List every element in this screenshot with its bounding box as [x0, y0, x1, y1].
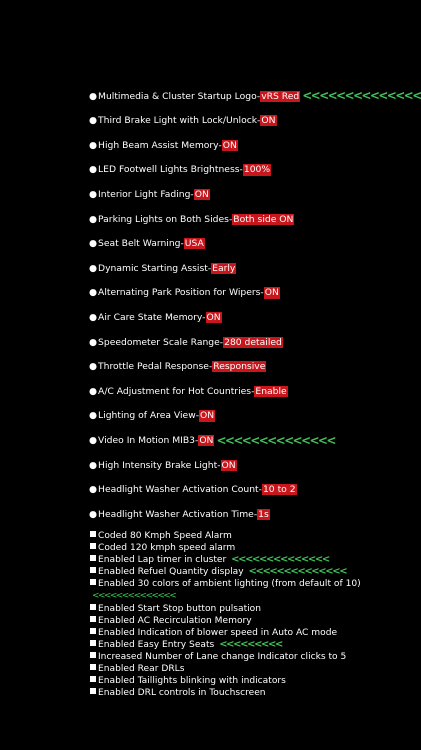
coded-item [90, 603, 410, 615]
green-arrows-icon: <<<<<<<<<<<<<< [216, 433, 335, 448]
feature-label: Interior Light Fading- [98, 189, 194, 201]
coded-item [90, 639, 410, 651]
coded-item [90, 554, 410, 566]
feature-label: High Intensity Brake Light- [98, 459, 221, 471]
bullet-dot: ● [89, 385, 98, 397]
coded-item [90, 566, 410, 578]
coded-text: Enabled Easy Entry Seats [98, 639, 218, 650]
bullet-dot: ● [89, 484, 98, 496]
coded-item [90, 651, 410, 663]
feature-value-badge: Early [212, 262, 236, 274]
bullet-dot: ● [89, 115, 98, 127]
coded-item [90, 542, 410, 554]
feature-label: Parking Lights on Both Sides- [98, 213, 233, 225]
feature-label: Air Care State Memory- [98, 312, 206, 324]
coded-text: Enabled Refuel Quantity display [98, 567, 247, 578]
feature-value-badge: ON [264, 287, 279, 299]
feature-item [89, 453, 419, 478]
feature-value-badge: Responsive [213, 361, 266, 373]
feature-label: Lighting of Area View- [98, 410, 200, 422]
bullet-dot: ● [89, 90, 98, 102]
square-bullet-icon [90, 579, 96, 585]
feature-item [89, 478, 419, 503]
coded-text: Coded 80 Kmph Speed Alarm [98, 531, 232, 541]
square-bullet-icon [90, 604, 96, 610]
feature-value-badge: Both side ON [233, 213, 294, 225]
feature-value-badge: vRS Red [261, 90, 300, 102]
coded-item [90, 615, 410, 627]
feature-value-badge: Enable [255, 385, 287, 397]
feature-label: High Beam Assist Memory- [98, 139, 222, 151]
square-bullet-icon [90, 664, 96, 670]
feature-label: Dynamic Starting Assist- [98, 262, 212, 274]
feature-item [89, 133, 419, 158]
feature-label: Alternating Park Position for Wipers- [98, 287, 264, 299]
coded-text: Enabled Lap timer in cluster [98, 555, 230, 566]
coded-text: Coded 120 kmph speed alarm [98, 543, 236, 554]
green-arrows-icon: <<<<<<<<<<<<<< [231, 554, 329, 566]
feature-value-badge: ON [194, 189, 209, 201]
square-bullet-icon [90, 616, 96, 622]
feature-label: Seat Belt Warning- [98, 238, 184, 250]
feature-value-badge: ON [222, 139, 237, 151]
feature-item [89, 355, 419, 380]
feature-item [89, 84, 419, 109]
bullet-dot: ● [89, 213, 98, 225]
square-bullet-icon [90, 543, 96, 549]
bullet-dot: ● [89, 164, 98, 176]
green-arrows-icon: <<<<<<<<<<<<<< [92, 591, 176, 602]
feature-item [89, 232, 419, 257]
feature-item [89, 428, 419, 453]
square-bullet-icon [90, 688, 96, 694]
square-bullet-icon [90, 676, 96, 682]
bullet-dot: ● [89, 361, 98, 373]
feature-value-badge: 280 detailed [224, 336, 282, 348]
feature-value-badge: ON [206, 312, 221, 324]
bullet-dot: ● [89, 410, 98, 422]
square-bullet-icon [90, 628, 96, 634]
feature-value-badge: 10 to 2 [262, 484, 296, 496]
bullet-dot: ● [89, 508, 98, 520]
feature-item [89, 502, 419, 527]
feature-item [89, 379, 419, 404]
coded-item [90, 663, 410, 675]
green-arrows-icon: <<<<<<<<<<<<<< [248, 566, 347, 578]
coded-item [90, 578, 410, 602]
feature-item [89, 404, 419, 429]
feature-label: Headlight Washer Activation Count- [98, 484, 262, 496]
coded-text: Enabled AC Recirculation Memory [98, 615, 252, 626]
feature-label: LED Footwell Lights Brightness- [98, 164, 243, 176]
coded-item [90, 675, 410, 687]
coded-text: Enabled DRL controls in Touchscreen [98, 688, 266, 699]
coded-text: Enabled Taillights blinking with indicators [98, 676, 286, 687]
feature-item [89, 109, 419, 134]
coded-text: Enabled Start Stop button pulsation [98, 603, 261, 614]
bullet-dot: ● [89, 189, 98, 201]
green-arrows-icon: <<<<<<<<< [219, 638, 282, 650]
coded-text: Increased Number of Lane change Indicator clicks to 5 [98, 651, 347, 662]
coded-text: Enabled Rear DRLs [98, 664, 185, 675]
feature-item [89, 158, 419, 183]
square-bullet-icon [90, 531, 96, 537]
feature-value-badge: ON [261, 115, 276, 127]
feature-label: Video In Motion MIB3- [98, 435, 199, 446]
feature-item [89, 281, 419, 306]
bullet-dot: ● [89, 139, 98, 151]
feature-value-badge: ON [221, 459, 236, 471]
bullet-dot: ● [89, 262, 98, 274]
feature-value-badge: USA [184, 238, 204, 250]
green-arrows-icon: <<<<<<<<<<<<<< [302, 88, 421, 103]
bullet-dot: ● [89, 435, 98, 446]
feature-label: Speedometer Scale Range- [98, 336, 224, 348]
coded-text: Enabled 30 colors of ambient lighting (from default of 10) [98, 579, 361, 590]
feature-label: Headlight Washer Activation Time- [98, 508, 258, 520]
bullet-dot: ● [89, 238, 98, 250]
square-bullet-icon [90, 555, 96, 561]
feature-value-badge: ON [200, 410, 215, 422]
bullet-dot: ● [89, 459, 98, 471]
bullet-dot: ● [89, 312, 98, 324]
feature-label: Third Brake Light with Lock/Unlock- [98, 115, 261, 127]
coded-list [90, 530, 410, 699]
square-bullet-icon [90, 567, 96, 573]
feature-label: Throttle Pedal Response- [98, 361, 213, 373]
square-bullet-icon [90, 652, 96, 658]
feature-list [89, 84, 419, 527]
bullet-dot: ● [89, 287, 98, 299]
coded-item [90, 530, 410, 542]
feature-item [89, 207, 419, 232]
feature-label: A/C Adjustment for Hot Countries- [98, 385, 255, 397]
coded-text: Enabled Indication of blower speed in Auto AC mode [98, 627, 338, 638]
feature-item [89, 256, 419, 281]
coded-item [90, 627, 410, 639]
bullet-dot: ● [89, 336, 98, 348]
feature-value-badge: 1s [258, 508, 269, 520]
feature-label: Multimedia & Cluster Startup Logo- [98, 90, 261, 102]
square-bullet-icon [90, 640, 96, 646]
feature-item [89, 305, 419, 330]
feature-item [89, 182, 419, 207]
feature-value-badge: ON [199, 435, 214, 446]
feature-item [89, 330, 419, 355]
coded-item [90, 687, 410, 699]
feature-value-badge: 100% [243, 164, 271, 176]
